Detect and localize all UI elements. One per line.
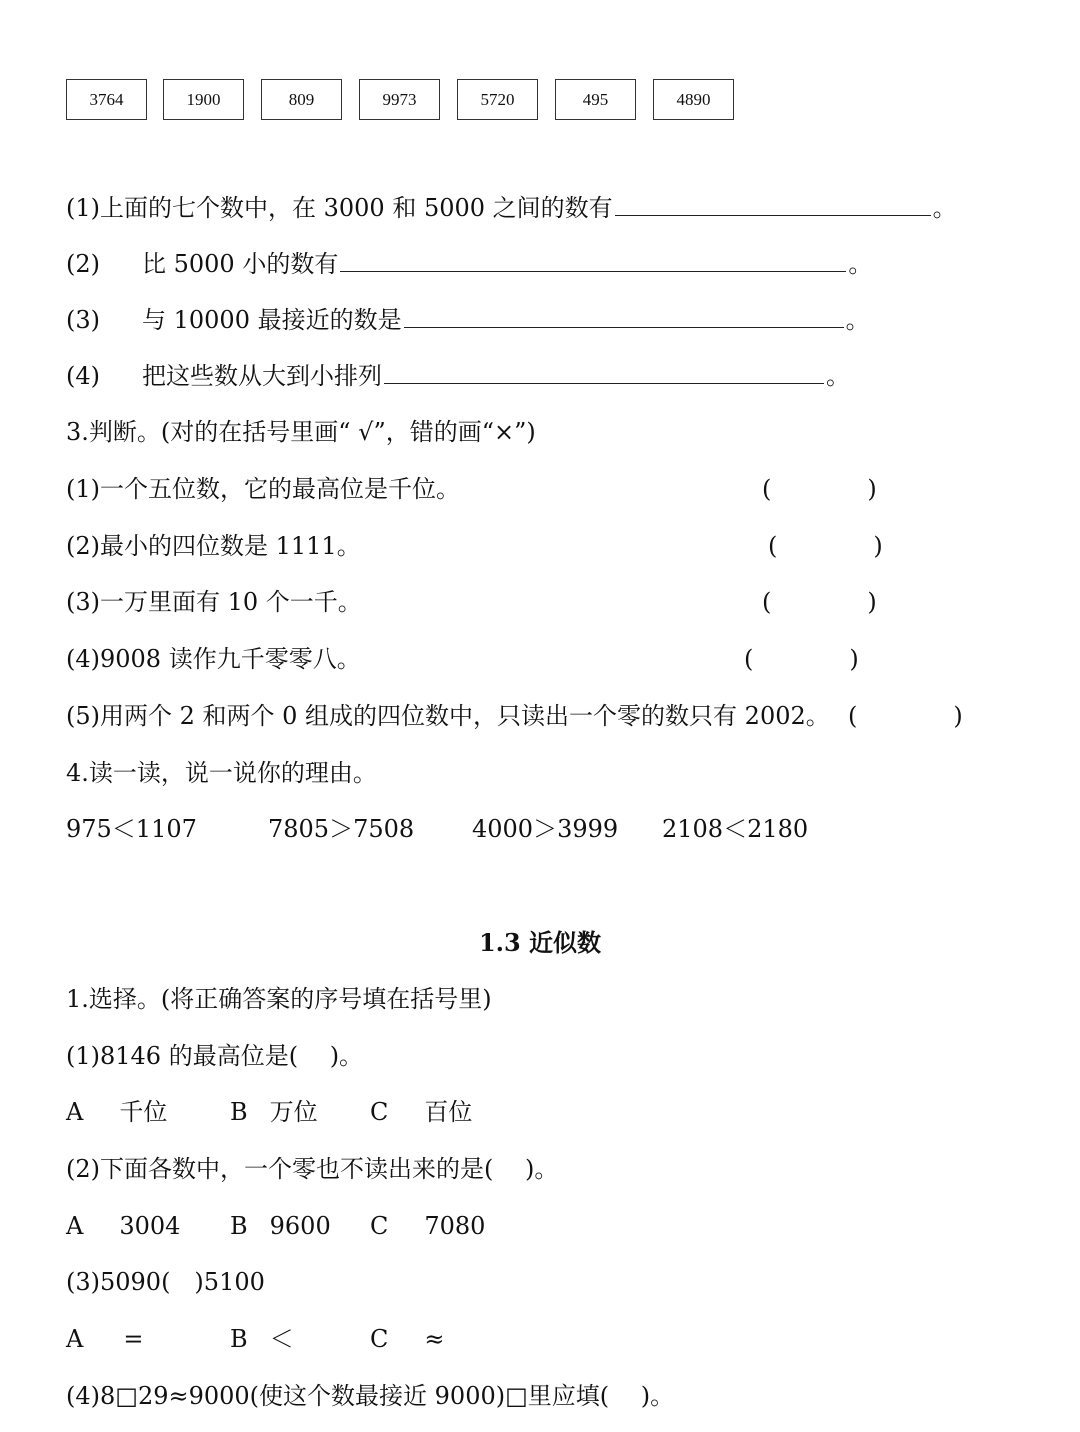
number-box: 5720 (457, 79, 538, 120)
answer-paren[interactable]: ( ) (762, 475, 877, 503)
comparison-4: 2108＜2180 (662, 815, 809, 843)
number-box: 809 (261, 79, 342, 120)
number-box: 1900 (163, 79, 244, 120)
section-title: 1.3 近似数 (478, 928, 602, 957)
judge-item-2: (2)最小的四位数是 1111。 (66, 532, 361, 560)
answer-blank[interactable] (404, 303, 844, 328)
option-a[interactable]: A 3004 (66, 1212, 181, 1240)
question-2-2: (2) 比 5000 小的数有 。 (66, 247, 872, 280)
option-b[interactable]: B 9600 (230, 1212, 331, 1240)
option-b[interactable]: B ＜ (230, 1325, 294, 1353)
option-a[interactable]: A 千位 (66, 1098, 168, 1126)
answer-paren[interactable]: ( ) (768, 532, 883, 560)
comparison-2: 7805＞7508 (268, 815, 415, 843)
number-box: 3764 (66, 79, 147, 120)
number-box: 9973 (359, 79, 440, 120)
question-label: (3) (66, 306, 100, 334)
judge-item-3: (3)一万里面有 10 个一千。 (66, 588, 362, 616)
answer-blank[interactable] (384, 359, 824, 384)
judge-item-1: (1)一个五位数，它的最高位是千位。 (66, 475, 460, 503)
option-c[interactable]: C 百位 (370, 1098, 473, 1126)
choice-title: 1.选择。(将正确答案的序号填在括号里) (66, 985, 492, 1013)
judge-item-4: (4)9008 读作九千零零八。 (66, 645, 361, 673)
question-2-3: (3) 与 10000 最接近的数是 。 (66, 303, 870, 336)
answer-blank[interactable] (615, 191, 931, 216)
question-label: (2) (66, 250, 100, 278)
choice-q4: (4)8□29≈9000(使这个数最接近 9000)□里应填( )。 (66, 1382, 675, 1410)
comparison-3: 4000＞3999 (472, 815, 619, 843)
answer-paren[interactable]: ( ) (744, 645, 859, 673)
answer-paren[interactable]: ( ) (848, 702, 963, 730)
question-text: 与 10000 最接近的数是 (142, 306, 402, 334)
choice-q2: (2)下面各数中，一个零也不读出来的是( )。 (66, 1155, 559, 1183)
question-4-title: 4.读一读，说一说你的理由。 (66, 759, 377, 787)
option-b[interactable]: B 万位 (230, 1098, 318, 1126)
question-2-4: (4) 把这些数从大到小排列 。 (66, 359, 850, 392)
comparison-1: 975＜1107 (66, 815, 197, 843)
question-label: (4) (66, 362, 100, 390)
question-text: 比 5000 小的数有 (142, 250, 339, 278)
choice-q1: (1)8146 的最高位是( )。 (66, 1042, 364, 1070)
question-text: (1)上面的七个数中，在 3000 和 5000 之间的数有 (66, 194, 613, 222)
answer-blank[interactable] (340, 247, 846, 272)
option-a[interactable]: A = (66, 1325, 144, 1353)
number-box: 495 (555, 79, 636, 120)
question-3-title: 3.判断。(对的在括号里画“ √”，错的画“×”) (66, 418, 536, 446)
number-box: 4890 (653, 79, 734, 120)
judge-item-5: (5)用两个 2 和两个 0 组成的四位数中，只读出一个零的数只有 2002。 (66, 702, 830, 730)
question-text: 把这些数从大到小排列 (142, 362, 382, 390)
option-c[interactable]: C 7080 (370, 1212, 486, 1240)
answer-paren[interactable]: ( ) (762, 588, 877, 616)
choice-q3: (3)5090( )5100 (66, 1268, 265, 1296)
question-2-1: (1)上面的七个数中，在 3000 和 5000 之间的数有 。 (66, 191, 957, 224)
option-c[interactable]: C ≈ (370, 1325, 445, 1353)
